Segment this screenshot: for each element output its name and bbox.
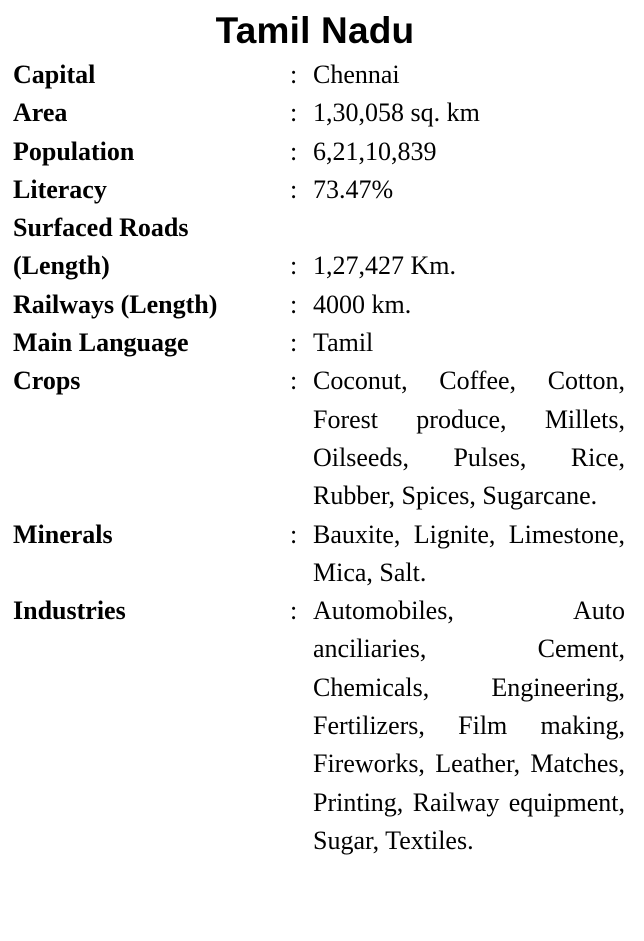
state-facts-list bbox=[13, 56, 625, 860]
fact-row-roads-length bbox=[13, 247, 625, 285]
fact-row-language bbox=[13, 324, 625, 362]
fact-value: Automobiles, Auto anciliaries, Cement, Chemicals, Engineering, Fertilizers, Film making, Fireworks, Leather, Matches, Printing, Railway equipment, Sugar, Textiles. bbox=[313, 596, 625, 855]
fact-value: Tamil bbox=[313, 328, 374, 358]
fact-row-population bbox=[13, 133, 625, 171]
fact-row-surfaced-roads bbox=[13, 209, 625, 247]
fact-separator: : bbox=[290, 60, 298, 89]
fact-separator: : bbox=[290, 289, 298, 319]
fact-value: 1,27,427 Km. bbox=[313, 251, 456, 281]
fact-value: Bauxite, Lignite, Limestone, Mica, Salt. bbox=[313, 519, 625, 587]
fact-row-railways bbox=[13, 286, 625, 324]
fact-label: Railways (Length) bbox=[13, 289, 218, 319]
fact-label: Area bbox=[13, 98, 68, 128]
fact-separator: : bbox=[290, 136, 298, 166]
fact-row-industries bbox=[13, 592, 625, 860]
fact-separator: : bbox=[290, 328, 298, 358]
fact-separator: : bbox=[290, 596, 298, 626]
page-title: Tamil Nadu bbox=[215, 10, 415, 51]
fact-label: Industries bbox=[13, 596, 126, 626]
fact-separator: : bbox=[290, 366, 298, 396]
fact-value: 6,21,10,839 bbox=[313, 136, 437, 166]
fact-label: Population bbox=[13, 136, 135, 166]
fact-label: Capital bbox=[13, 60, 96, 89]
fact-row-minerals bbox=[13, 516, 625, 593]
fact-label: Minerals bbox=[13, 519, 113, 549]
fact-separator: : bbox=[290, 174, 298, 204]
fact-value: Chennai bbox=[313, 60, 400, 89]
fact-value: 73.47% bbox=[313, 174, 394, 204]
fact-row-capital bbox=[13, 56, 625, 94]
fact-separator: : bbox=[290, 519, 298, 549]
fact-row-crops bbox=[13, 362, 625, 515]
fact-separator: : bbox=[290, 251, 298, 281]
fact-separator: : bbox=[290, 98, 298, 128]
fact-row-literacy bbox=[13, 171, 625, 209]
fact-label: Surfaced Roads bbox=[13, 213, 189, 243]
fact-value: 4000 km. bbox=[313, 289, 412, 319]
fact-value: 1,30,058 sq. km bbox=[313, 98, 480, 128]
fact-row-area bbox=[13, 94, 625, 132]
fact-label: Crops bbox=[13, 366, 81, 396]
fact-value: Coconut, Coffee, Cotton, Forest produce, Millets, Oilseeds, Pulses, Rice, Rubber, Spices, Sugarcane. bbox=[313, 366, 625, 511]
fact-label: (Length) bbox=[13, 251, 110, 281]
fact-label: Main Language bbox=[13, 328, 189, 358]
fact-label: Literacy bbox=[13, 174, 107, 204]
